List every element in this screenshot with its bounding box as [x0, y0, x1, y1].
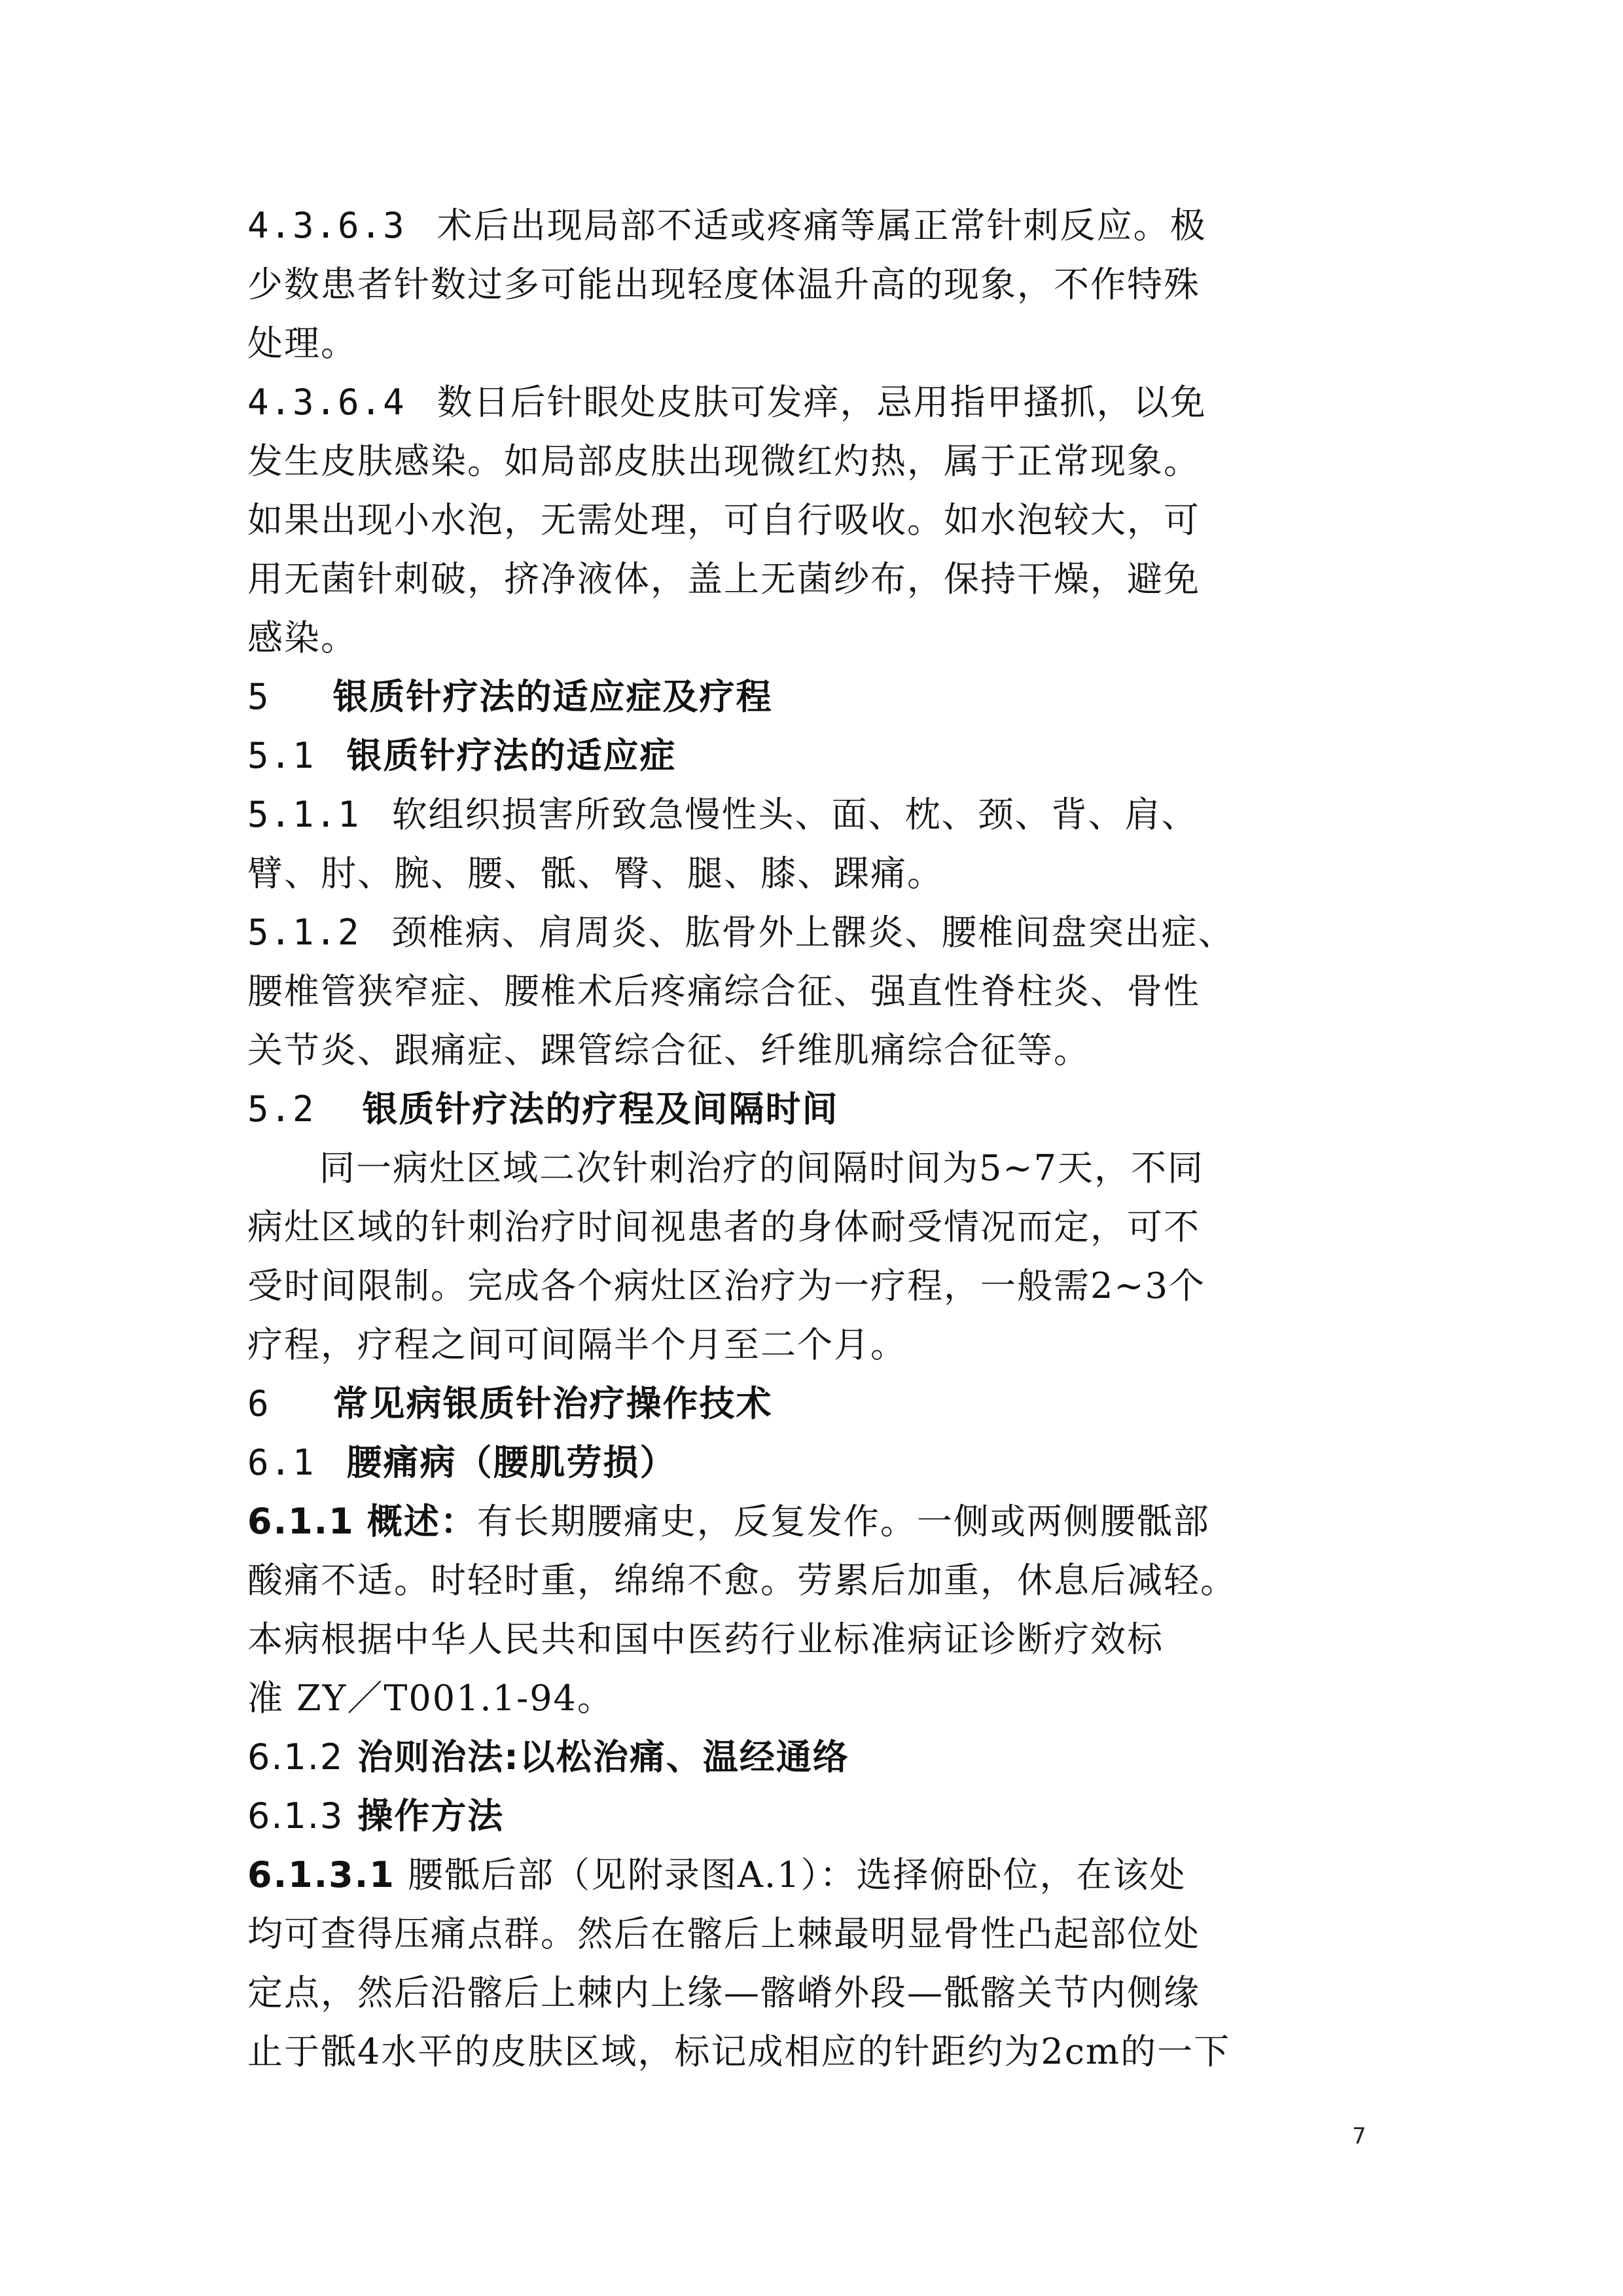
text-line: 发生皮肤感染。如局部皮肤出现微红灼热，属于正常现象。 [247, 440, 1200, 482]
section-heading-5-1: 5.1 银质针疗法的适应症 [247, 735, 677, 776]
section-heading-6-1-2: 6.1.2 治则治法:以松治痛、温经通络 [247, 1736, 849, 1778]
text-line: 同一病灶区域二次针刺治疗的间隔时间为5~7天，不同 [319, 1147, 1204, 1189]
text-line: 5.1.1 软组织损害所致急慢性头、面、枕、颈、背、肩、 [247, 794, 1198, 835]
clause-number: 4.3.6.3 [247, 205, 406, 246]
text-line: 疗程，疗程之间可间隔半个月至二个月。 [247, 1324, 907, 1365]
clause-label: 概述： [366, 1501, 477, 1542]
text-line: 臂、肘、腕、腰、骶、臀、腿、膝、踝痛。 [247, 853, 944, 894]
page-number: 7 [1352, 2123, 1366, 2149]
section-heading-5: 5 银质针疗法的适应症及疗程 [247, 676, 773, 717]
document-page [247, 196, 1399, 2081]
clause-number: 6.1.1 [247, 1501, 355, 1542]
text-line: 腰椎管狭窄症、腰椎术后疼痛综合征、强直性脊柱炎、骨性 [247, 971, 1200, 1012]
section-heading-5-2: 5.2 银质针疗法的疗程及间隔时间 [247, 1088, 839, 1130]
text-line: 少数患者针数过多可能出现轻度体温升高的现象，不作特殊 [247, 264, 1200, 305]
text-line: 本病根据中华人民共和国中医药行业标准病证诊断疗效标 [247, 1619, 1164, 1660]
section-heading-6-1-3: 6.1.3 操作方法 [247, 1795, 505, 1837]
clause-number: 5.1.1 [247, 794, 361, 835]
text-line: 4.3.6.3 术后出现局部不适或疼痛等属正常针刺反应。极 [247, 205, 1207, 246]
text-line: 6.1.3.1 腰骶后部（见附录图A.1）：选择俯卧位，在该处 [247, 1854, 1186, 1895]
clause-6-1-3-1 [247, 1846, 1399, 2081]
text-line: 酸痛不适。时轻时重，绵绵不愈。劳累后加重，休息后减轻。 [247, 1560, 1237, 1601]
text-line: 止于骶4水平的皮肤区域，标记成相应的针距约为2cm的一下 [247, 2031, 1231, 2072]
clause-5-1-2 [247, 903, 1399, 1080]
clause-4-3-6-3 [247, 196, 1399, 373]
text-line: 用无菌针刺破，挤净液体，盖上无菌纱布，保持干燥，避免 [247, 558, 1200, 600]
section-heading-6: 6 常见病银质针治疗操作技术 [247, 1383, 773, 1424]
clause-5-1-1 [247, 785, 1399, 903]
text-line: 受时间限制。完成各个病灶区治疗为一疗程，一般需2~3个 [247, 1265, 1205, 1306]
text-line: 均可查得压痛点群。然后在髂后上棘最明显骨性凸起部位处 [247, 1913, 1200, 1954]
section-heading-6-1: 6.1 腰痛病（腰肌劳损） [247, 1442, 677, 1483]
text-line: 处理。 [247, 323, 357, 364]
text-line: 5.1.2 颈椎病、肩周炎、肱骨外上髁炎、腰椎间盘突出症、 [247, 912, 1235, 953]
clause-number: 5.1.2 [247, 912, 361, 953]
clause-number: 6.1.3.1 [247, 1854, 395, 1895]
text-line: 关节炎、跟痛症、踝管综合征、纤维肌痛综合征等。 [247, 1030, 1090, 1071]
clause-number: 4.3.6.4 [247, 382, 406, 423]
text-line: 如果出现小水泡，无需处理，可自行吸收。如水泡较大，可 [247, 499, 1200, 541]
text-line: 感染。 [247, 617, 357, 658]
clause-4-3-6-4 [247, 373, 1399, 668]
text-line: 6.1.1 概述：有长期腰痛史，反复发作。一侧或两侧腰骶部 [247, 1501, 1210, 1542]
text-line: 病灶区域的针刺治疗时间视患者的身体耐受情况而定，可不 [247, 1206, 1200, 1247]
clause-6-1-1 [247, 1492, 1399, 1728]
text-line: 4.3.6.4 数日后针眼处皮肤可发痒，忌用指甲搔抓，以免 [247, 382, 1207, 423]
paragraph-5-2 [247, 1139, 1399, 1374]
text-line: 准 ZY／T001.1-94。 [247, 1677, 614, 1719]
text-line: 定点，然后沿髂后上棘内上缘—髂嵴外段—骶髂关节内侧缘 [247, 1972, 1200, 2013]
